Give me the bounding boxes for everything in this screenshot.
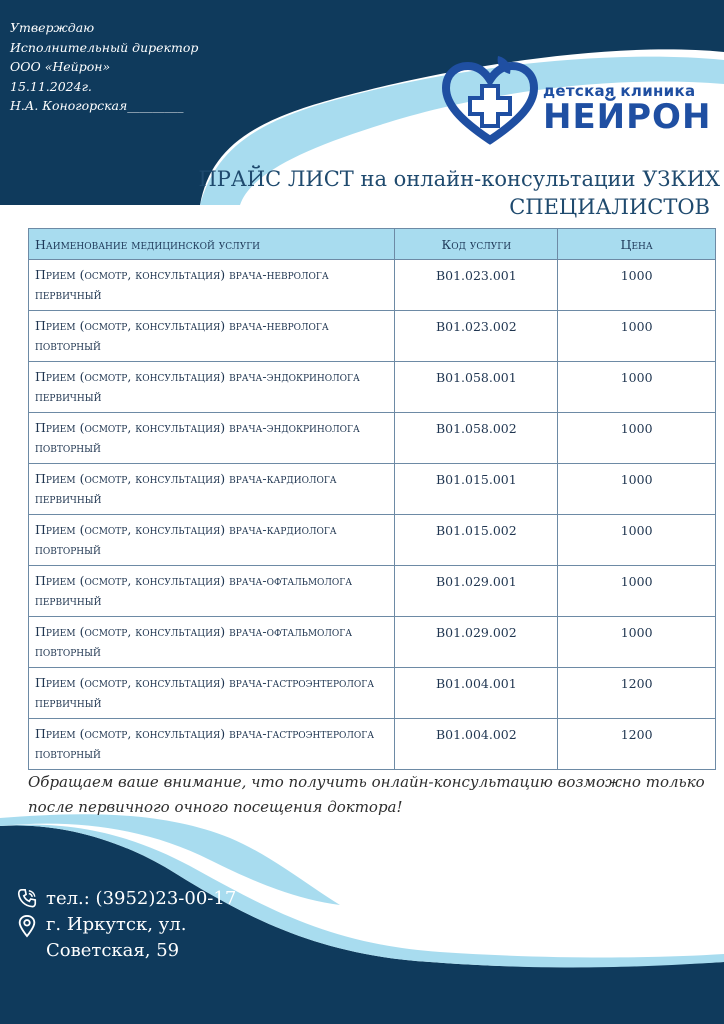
service-price: 1000 (558, 617, 716, 668)
service-code: B01.058.001 (395, 362, 558, 413)
service-code: B01.023.002 (395, 311, 558, 362)
table-row (29, 617, 716, 668)
table-row (29, 566, 716, 617)
approval-block (10, 18, 198, 116)
approval-signature: Н.А. Коногорская_________ (10, 98, 184, 113)
service-name: Прием (осмотр, консультация) врача-кардиолога первичный (29, 464, 395, 515)
header-service-name: Наименование медицинской услуги (29, 229, 395, 260)
location-pin-icon (16, 914, 38, 938)
attention-note: Обращаем ваше внимание, что получить онлайн-консультацию возможно только после первичного очного посещения доктора! (28, 773, 705, 816)
table-row (29, 719, 716, 770)
service-name: Прием (осмотр, консультация) врача-эндокринолога первичный (29, 362, 395, 413)
table-row (29, 362, 716, 413)
service-name: Прием (осмотр, консультация) врача-офтальмолога повторный (29, 617, 395, 668)
service-code: B01.058.002 (395, 413, 558, 464)
service-price: 1000 (558, 515, 716, 566)
service-price: 1000 (558, 464, 716, 515)
address-house: Советская, 59 (46, 940, 180, 961)
service-price: 1000 (558, 260, 716, 311)
approval-title: Утверждаю (10, 20, 95, 35)
service-code: B01.004.002 (395, 719, 558, 770)
service-code: B01.029.001 (395, 566, 558, 617)
table-row (29, 668, 716, 719)
service-price: 1000 (558, 413, 716, 464)
service-name: Прием (осмотр, консультация) врача-кардиолога повторный (29, 515, 395, 566)
service-price: 1200 (558, 668, 716, 719)
service-code: B01.015.002 (395, 515, 558, 566)
phone-number: тел.: (3952)23-00-17 (46, 888, 237, 909)
service-name: Прием (осмотр, консультация) врача-гастроэнтеролога первичный (29, 668, 395, 719)
clinic-logo (440, 52, 724, 152)
table-row (29, 413, 716, 464)
table-row (29, 464, 716, 515)
phone-icon (16, 888, 38, 910)
approval-position: Исполнительный директор (10, 39, 199, 55)
approval-company: ООО «Нейрон» (10, 59, 111, 74)
address-line (16, 912, 236, 964)
service-name: Прием (осмотр, консультация) врача-гастроэнтеролога повторный (29, 719, 395, 770)
address-city-street: г. Иркутск, ул. (46, 914, 187, 935)
service-price: 1000 (558, 566, 716, 617)
service-code: B01.029.002 (395, 617, 558, 668)
logo-name: НЕЙРОН (543, 97, 712, 137)
table-row (29, 311, 716, 362)
page-title-line2: СПЕЦИАЛИСТОВ (509, 195, 710, 219)
service-price: 1000 (558, 311, 716, 362)
contacts-block (16, 886, 236, 964)
phone-line (16, 886, 236, 912)
table-row (29, 515, 716, 566)
page-title-line1: ПРАЙС ЛИСТ на онлайн-консультации УЗКИХ (198, 167, 720, 191)
service-price: 1000 (558, 362, 716, 413)
table-row (29, 260, 716, 311)
service-code: B01.023.001 (395, 260, 558, 311)
header-price: Цена (558, 229, 716, 260)
service-name: Прием (осмотр, консультация) врача-офтальмолога первичный (29, 566, 395, 617)
service-name: Прием (осмотр, консультация) врача-невролога первичный (29, 260, 395, 311)
logo-subtitle: детская клиника (543, 82, 696, 100)
page-title (120, 165, 720, 221)
table-header-row (29, 229, 716, 260)
approval-date: 15.11.2024г. (10, 78, 92, 94)
heart-cross-logo-icon (440, 52, 540, 152)
service-code: B01.004.001 (395, 668, 558, 719)
header-service-code: Код услуги (395, 229, 558, 260)
price-table (28, 228, 716, 770)
service-name: Прием (осмотр, консультация) врача-невролога повторный (29, 311, 395, 362)
service-code: B01.015.001 (395, 464, 558, 515)
service-price: 1200 (558, 719, 716, 770)
service-name: Прием (осмотр, консультация) врача-эндокринолога повторный (29, 413, 395, 464)
